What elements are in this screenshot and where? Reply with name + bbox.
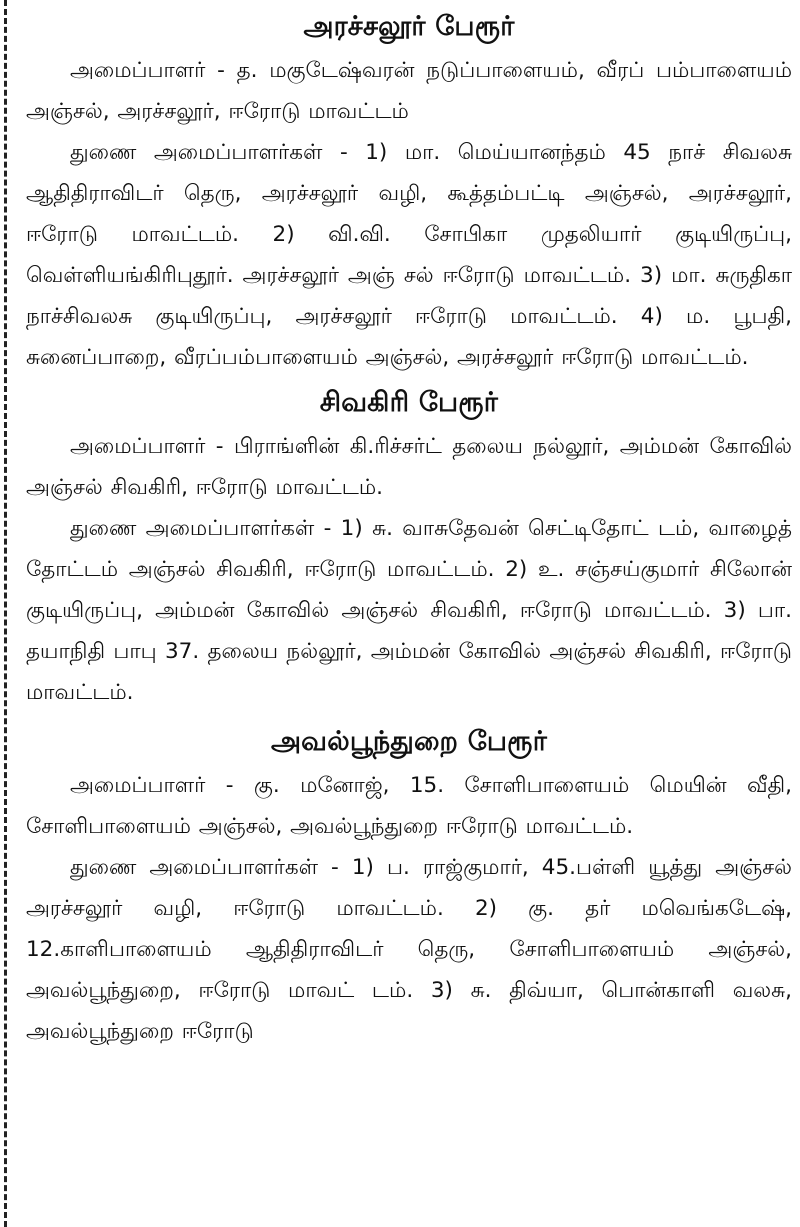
- organizer-paragraph: அமைப்பாளர் - த. மகுடேஷ்வரன் நடுப்பாளையம், வீரப் பம்பாளையம் அஞ்சல், அரச்சலூர், ஈரோடு மாவட்டம்: [26, 58, 792, 124]
- section-heading: அவல்பூந்துறை பேரூர்: [270, 726, 548, 757]
- organizer-paragraph: அமைப்பாளர் - பிராங்ளின் கி.ரிச்சர்ட் தலைய நல்லூர், அம்மன் கோவில் அஞ்சல் சிவகிரி, ஈரோடு மாவட்டம்.: [26, 434, 792, 500]
- dashed-cut-line: [4, 0, 7, 1227]
- deputy-organizers-paragraph: துணை அமைப்பாளர்கள் - 1) சு. வாசுதேவன் செட்டிதோட் டம், வாழைத் தோட்டம் அஞ்சல் சிவகிரி, ஈரோடு மாவட்டம். 2) உ. சஞ்சய்குமார் சிலோன் குடியிருப்பு, அம்மன் கோவில் அஞ்சல் சிவகிரி, ஈரோடு மாவட்டம். 3) பா. தயாநிதி பாபு 37. தலைய நல்லூர், அம்மன் கோவில் அஞ்சல் சிவகிரி, ஈரோடு மாவட்டம்.: [26, 516, 792, 705]
- section-avalpoondurai: [26, 719, 792, 1052]
- section-sivagiri: [26, 380, 792, 713]
- deputy-organizers-paragraph: துணை அமைப்பாளர்கள் - 1) மா. மெய்யானந்தம் 45 நாச் சிவலசு ஆதிதிராவிடர் தெரு, அரச்சலூர் வழி, கூத்தம்பட்டி அஞ்சல், அரச்சலூர், ஈரோடு மாவட்டம். 2) வி.வி. சோபிகா முதலியார் குடியிருப்பு, வெள்ளியங்கிரிபுதூர். அரச்சலூர் அஞ் சல் ஈரோடு மாவட்டம். 3) மா. சுருதிகா நாச்சிவலசு குடியிருப்பு, அரச்சலூர் ஈரோடு மாவட்டம். 4) ம. பூபதி, சுனைப்பாறை, வீரப்பம்பாளையம் அஞ்சல், அரச்சலூர் ஈரோடு மாவட்டம்.: [26, 140, 792, 370]
- deputy-organizers-paragraph: துணை அமைப்பாளர்கள் - 1) ப. ராஜ்குமார், 45.பள்ளி யூத்து அஞ்சல் அரச்சலூர் வழி, ஈரோடு மாவட்டம். 2) கு. தர் மவெங்கடேஷ், 12.காளிபாளையம் ஆதிதிராவிடர் தெரு, சோளிபாளையம் அஞ்சல், அவல்பூந்துறை, ஈரோடு மாவட் டம். 3) சு. திவ்யா, பொன்காளி வலசு, அவல்பூந்துறை ஈரோடு: [26, 855, 792, 1044]
- section-heading: அரச்சலூர் பேரூர்: [303, 11, 515, 42]
- section-arachalur: [26, 4, 792, 378]
- article-column: [26, 4, 792, 1052]
- organizer-paragraph: அமைப்பாளர் - கு. மனோஜ், 15. சோளிபாளையம் மெயின் வீதி, சோளிபாளையம் அஞ்சல், அவல்பூந்துறை ஈரோடு மாவட்டம்.: [26, 773, 792, 839]
- section-heading: சிவகிரி பேரூர்: [319, 387, 499, 418]
